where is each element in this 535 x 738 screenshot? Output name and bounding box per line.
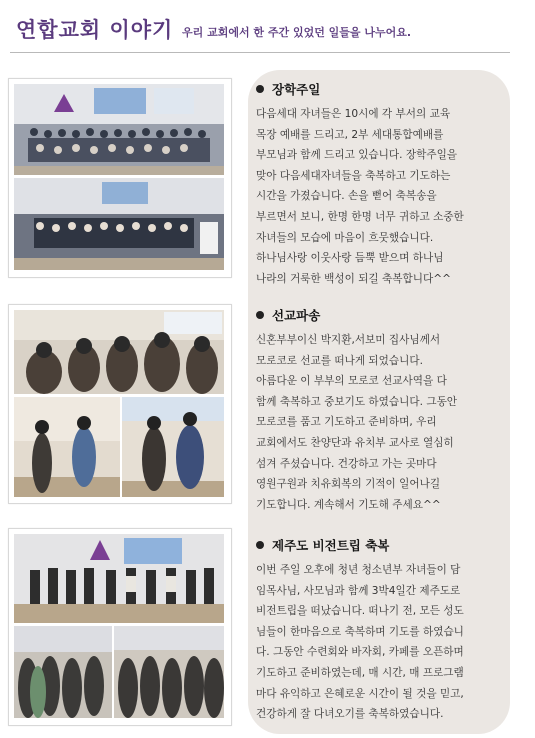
bullet-icon [256, 541, 264, 549]
section-scholarship [256, 80, 502, 289]
mission-photo-right [122, 397, 224, 497]
page-title: 연합교회 이야기 [16, 18, 174, 42]
section-title: 선교파송 [272, 308, 321, 323]
bullet-icon [256, 85, 264, 93]
scholarship-photo-top [14, 84, 224, 175]
section-body: 이번 주일 오후에 청년 청소년부 자녀들이 담 임목사님, 사모님과 함께 3박4일간 제주도로 비전트립을 떠났습니다. 떠나기 전, 모든 성도 님들이 한마음으로 축복하며 기도를 하였습니 다. 그동안 수련회와 바자회, 카페를 오픈하며 기도하고 준비하였는데, 매 시간, 매 프로그램 마다 유익하고 은혜로운 시간이 될 것을 믿고, 건강하게 잘 다녀오기를 축복하였습니다. [256, 564, 464, 721]
section-title: 제주도 비전트립 축복 [272, 538, 390, 553]
bullet-icon [256, 311, 264, 319]
jeju-photo-right [114, 626, 224, 718]
header-divider [10, 52, 510, 53]
jeju-photo-left [14, 626, 112, 718]
section-mission [256, 306, 502, 515]
section-jeju [256, 536, 502, 725]
section-title: 장학주일 [272, 82, 321, 97]
page-subtitle: 우리 교회에서 한 주간 있었던 일들을 나누어요. [182, 26, 412, 39]
mission-photo-top [14, 310, 224, 394]
jeju-photo-top [14, 534, 224, 623]
section-body: 다음세대 자녀들은 10시에 각 부서의 교육 목장 예배를 드리고, 2부 세대통합예배를 부모님과 함께 드리고 있습니다. 장학주일을 맞아 다음세대자녀들을 축복하고 기도하는 시간을 가졌습니다. 손을 뻗어 축복송을 부르면서 보니, 한명 한명 너무 귀하고 소중한 자녀들의 모습에 마음이 흐뭇했습니다. 하나님사랑 이웃사랑 듬뿍 받으며 하나님 나라의 거룩한 백성이 되길 축복합니다^^ [256, 108, 464, 285]
section-body: 신혼부부이신 박지환,서보미 집사님께서 모로코로 선교를 떠나게 되었습니다. 아름다운 이 부부의 모로코 선교사역을 다 함께 축복하고 중보기도 하였습니다. 그동안 모로코를 품고 기도하고 준비하며, 우리 교회에서도 찬양단과 유치부 교사로 열심히 섬겨 주셨습니다. 건강하고 가는 곳마다 영원구원과 치유회복의 기적이 일어나길 기도합니다. 계속해서 기도해 주세요^^ [256, 334, 458, 511]
page-header [0, 0, 535, 56]
scholarship-photo-bottom [14, 178, 224, 270]
mission-photo-left [14, 397, 120, 497]
